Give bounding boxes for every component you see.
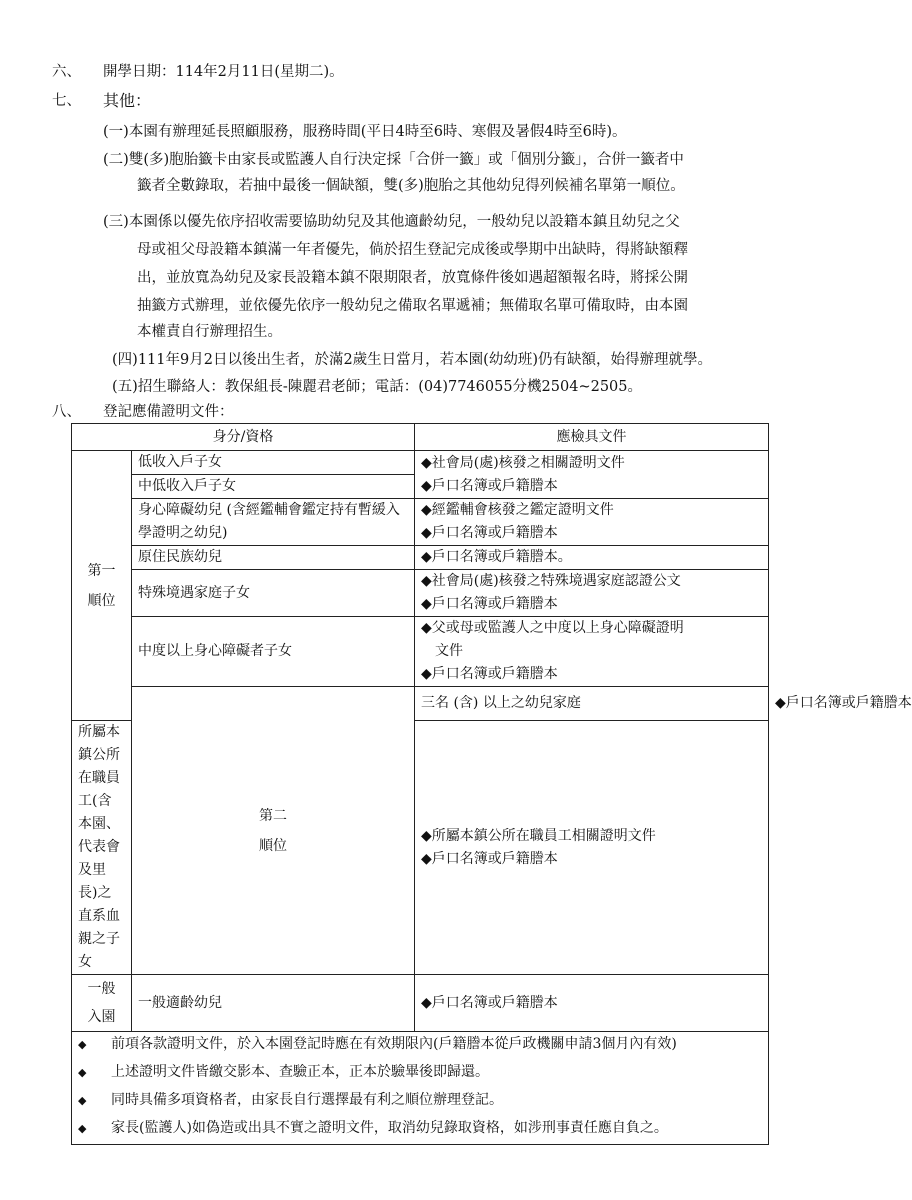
doc-item: ◆戶口名簿或戶籍謄本: [421, 850, 558, 867]
status-mid-low-income: 中低收入戶子女: [132, 475, 415, 499]
section-eight-number: 八、: [52, 404, 81, 420]
other-item-3-line-4: 抽籤方式辦理，並依優先依序一般幼兒之備取名單遞補；無備取名單可備取時，由本園: [137, 298, 688, 314]
docs-general-child: [415, 975, 769, 1032]
diamond-bullet-icon: ◆: [78, 1122, 87, 1135]
table-row: 第二 順位 三名 (含) 以上之幼兒家庭 ◆戶口名簿或戶籍謄本: [72, 687, 769, 721]
note-item: [78, 1088, 762, 1113]
table-row: [72, 451, 769, 475]
section-seven-title: 其他：: [103, 91, 152, 110]
table-header-row: [72, 424, 769, 451]
status-low-income: 低收入戶子女: [132, 451, 415, 475]
docs-low-income: [415, 451, 769, 499]
first-priority-label: 第一 順位: [72, 451, 132, 721]
doc-item: ◆社會局(處)核發之相關證明文件: [421, 454, 625, 471]
note-item: [78, 1032, 762, 1057]
table-row: [72, 499, 769, 546]
doc-item: ◆戶口名簿或戶籍謄本: [421, 666, 558, 682]
doc-item: ◆經鑑輔會核發之鑑定證明文件: [421, 502, 614, 518]
doc-item: ◆戶口名簿或戶籍謄本: [421, 477, 558, 494]
header-documents: 應檢具文件: [415, 424, 769, 451]
doc-item: ◆戶口名簿或戶籍謄本: [421, 596, 558, 612]
table-row: [72, 546, 769, 570]
other-item-3-line-3: 出，並放寬為幼兒及家長設籍本鎮不限期限者，放寬條件後如遇超額報名時，將採公開: [137, 270, 688, 286]
notes-cell: [72, 1032, 769, 1145]
doc-item: ◆戶口名簿或戶籍謄本: [421, 525, 558, 541]
other-item-2-line-1: (二)雙(多)胞胎籤卡由家長或監護人自行決定採「合併一籤」或「個別分籤」，合併一籤者中: [103, 152, 684, 168]
status-three-children: 三名 (含) 以上之幼兒家庭: [415, 687, 769, 721]
section-seven-number: 七、: [52, 93, 81, 109]
start-date: 開學日期：114年2月11日(星期二)。: [103, 64, 344, 80]
docs-disabled-child: [415, 499, 769, 546]
table-row: [72, 975, 769, 1032]
note-text: 前項各款證明文件，於入本園登記時應在有效期限內(戶籍謄本從戶政機關申請3個月內有效): [111, 1036, 677, 1052]
status-staff-relative: 所屬本鎮公所在職員工(含本園、代表會及里長)之直系血親之子女: [72, 721, 132, 975]
section-six-number: 六、: [52, 64, 81, 80]
table-row: [72, 570, 769, 617]
other-item-5: (五)招生聯絡人：教保組長-陳麗君老師；電話：(04)7746055分機2504~2505。: [112, 379, 643, 395]
required-documents-table: [71, 423, 912, 1145]
doc-item-continued: 文件: [435, 643, 463, 659]
note-text: 家長(監護人)如偽造或出具不實之證明文件，取消幼兒錄取資格，如涉刑事責任應自負之。: [111, 1120, 668, 1136]
docs-disabled-parent: [415, 617, 769, 687]
diamond-bullet-icon: ◆: [78, 1038, 87, 1051]
note-text: 同時具備多項資格者，由家長自行選擇最有利之順位辦理登記。: [111, 1092, 503, 1108]
docs-special-family: [415, 570, 769, 617]
status-disabled-child: 身心障礙幼兒 (含經鑑輔會鑑定持有暫緩入學證明之幼兒): [132, 499, 415, 546]
doc-item: ◆戶口名簿或戶籍謄本: [421, 994, 558, 1011]
status-indigenous: 原住民族幼兒: [132, 546, 415, 570]
other-item-3-line-1: (三)本園係以優先依序招收需要協助幼兒及其他適齡幼兒，一般幼兒以設籍本鎮且幼兒之父: [103, 214, 680, 230]
notes-row: [72, 1032, 769, 1145]
header-status: 身分/資格: [72, 424, 415, 451]
status-disabled-parent: 中度以上身心障礙者子女: [132, 617, 415, 687]
doc-item: ◆所屬本鎮公所在職員工相關證明文件: [421, 827, 656, 844]
general-admission-label: 一般 入園: [72, 975, 132, 1032]
other-item-1: (一)本園有辦理延長照顧服務，服務時間(平日4時至6時、寒假及暑假4時至6時)。: [103, 124, 627, 140]
section-six: [52, 62, 81, 82]
note-item: [78, 1060, 762, 1085]
diamond-bullet-icon: ◆: [78, 1066, 87, 1079]
status-special-family: 特殊境遇家庭子女: [132, 570, 415, 617]
other-item-3-line-2: 母或祖父母設籍本鎮滿一年者優先，倘於招生登記完成後或學期中出缺時，得將缺額釋: [137, 242, 688, 258]
other-item-4: (四)111年9月2日以後出生者，於滿2歲生日當月，若本園(幼幼班)仍有缺額，始得辦理就學。: [112, 352, 712, 368]
second-priority-label: 第二 順位: [132, 687, 415, 975]
doc-item: ◆父或母或監護人之中度以上身心障礙證明: [421, 620, 684, 636]
table-row: [72, 617, 769, 687]
status-general-child: 一般適齡幼兒: [132, 975, 415, 1032]
docs-staff-relative: [415, 721, 769, 975]
doc-item: ◆社會局(處)核發之特殊境遇家庭認證公文: [421, 573, 681, 589]
note-text: 上述證明文件皆繳交影本、查驗正本，正本於驗畢後即歸還。: [111, 1064, 489, 1080]
diamond-bullet-icon: ◆: [78, 1094, 87, 1107]
doc-item: ◆戶口名簿或戶籍謄本。: [421, 549, 572, 565]
other-item-2-line-2: 籤者全數錄取，若抽中最後一個缺額，雙(多)胞胎之其他幼兒得列候補名單第一順位。: [137, 178, 685, 194]
docs-indigenous: [415, 546, 769, 570]
section-eight-title: 登記應備證明文件：: [103, 404, 234, 420]
other-item-3-line-5: 本權責自行辦理招生。: [137, 324, 282, 340]
note-item: [78, 1116, 762, 1141]
